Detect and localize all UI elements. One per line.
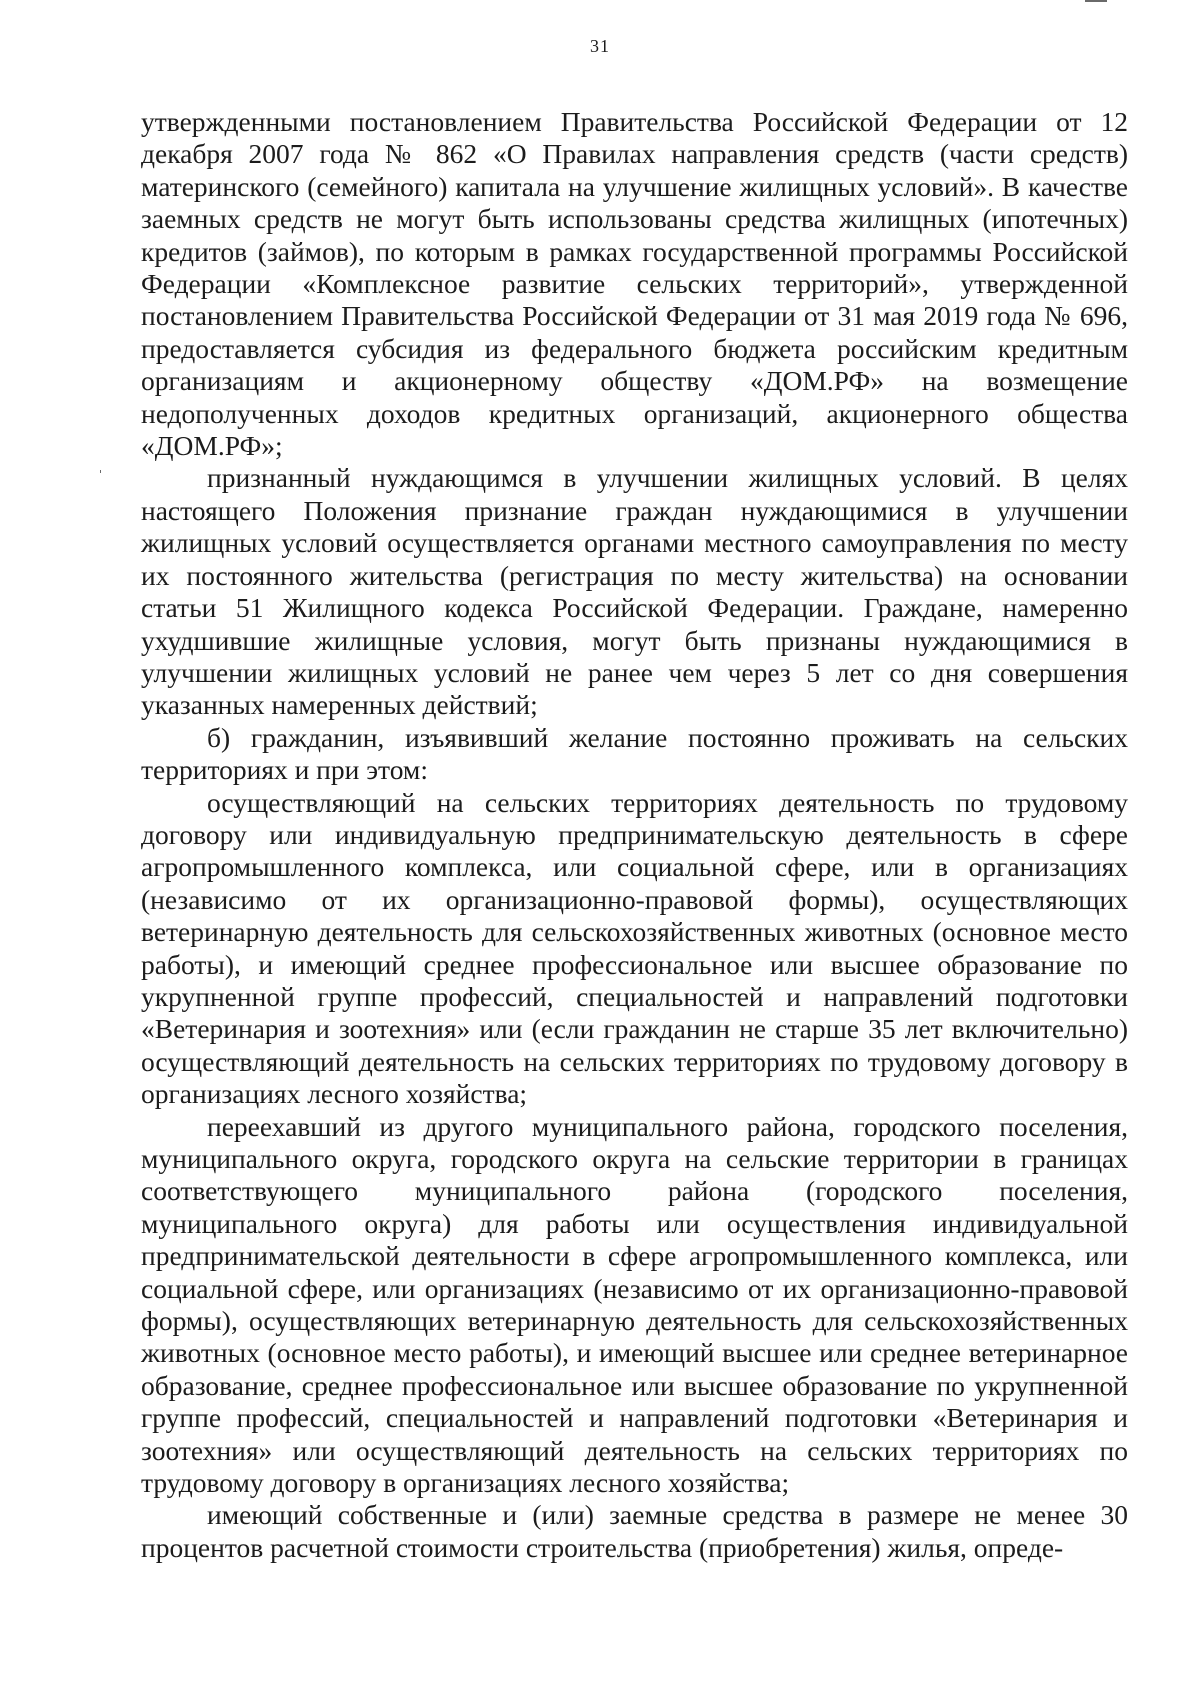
paragraph-1: утвержденными постановлением Правительства Российской Федерации от 12 декабря 2007 года № 862 «О Правилах направления средств (части средств) материнского (семейного) капитала на улучшение жилищных условий». В качестве заемных средств не могут быть использованы средства жилищных (ипотечных) кредитов (займов), по которым в рамках государственной программы Российской Федерации «Комплексное развитие сельских территорий», утвержденной постановлением Правительства Российской Федерации от 31 мая 2019 года № 696, предоставляется субсидия из федерального бюджета российским кредитным организациям и акционерному обществу «ДОМ.РФ» на возмещение недополученных доходов кредитных организаций, акционерного общества «ДОМ.РФ»; (141, 106, 1128, 462)
paragraph-4: осуществляющий на сельских территориях деятельность по трудовому договору или индивидуальную предпринимательскую деятельность в сфере агропромышленного комплекса, или социальной сфере, или в организациях (независимо от их организационно-правовой формы), осуществляющих ветеринарную деятельность для сельскохозяйственных животных (основное место работы), и имеющий среднее профессиональное или высшее образование по укрупненной группе профессий, специальностей и направлений подготовки «Ветеринария и зоотехния» или (если гражданин не старше 35 лет включительно) осуществляющий деятельность на сельских территориях по трудовому договору в организациях лесного хозяйства; (141, 786, 1128, 1110)
paragraph-5: переехавший из другого муниципального района, городского поселения, муниципального округа, городского округа на сельские территории в границах соответствующего муниципального района (городского поселения, муниципального округа) для работы или осуществления индивидуальной предпринимательской деятельности в сфере агропромышленного комплекса, или социальной сфере, или организациях (независимо от их организационно-правовой формы), осуществляющих ветеринарную деятельность для сельскохозяйственных животных (основное место работы), и имеющий высшее или среднее ветеринарное образование, среднее профессиональное или высшее образование по укрупненной группе профессий, специальностей и направлений подготовки «Ветеринария и зоотехния» или осуществляющий деятельность на сельских территориях по трудовому договору в организациях лесного хозяйства; (141, 1110, 1128, 1499)
paragraph-3: б) гражданин, изъявивший желание постоянно проживать на сельских территориях и при этом: (141, 721, 1128, 786)
paragraph-2: признанный нуждающимся в улучшении жилищных условий. В целях настоящего Положения признание граждан нуждающимися в улучшении жилищных условий осуществляется органами местного самоуправления по месту их постоянного жительства (регистрация по месту жительства) на основании статьи 51 Жилищного кодекса Российской Федерации. Граждане, намеренно ухудшившие жилищные условия, могут быть признаны нуждающимися в улучшении жилищных условий не ранее чем через 5 лет со дня совершения указанных намеренных действий; (141, 462, 1128, 721)
document-body (141, 106, 1128, 1564)
paragraph-6: имеющий собственные и (или) заемные средства в размере не менее 30 процентов расчетной стоимости строительства (приобретения) жилья, опреде- (141, 1499, 1128, 1563)
scan-artifact-left-margin (100, 470, 101, 473)
page-number: 31 (590, 36, 610, 56)
scan-artifact-top-right (1085, 0, 1107, 2)
